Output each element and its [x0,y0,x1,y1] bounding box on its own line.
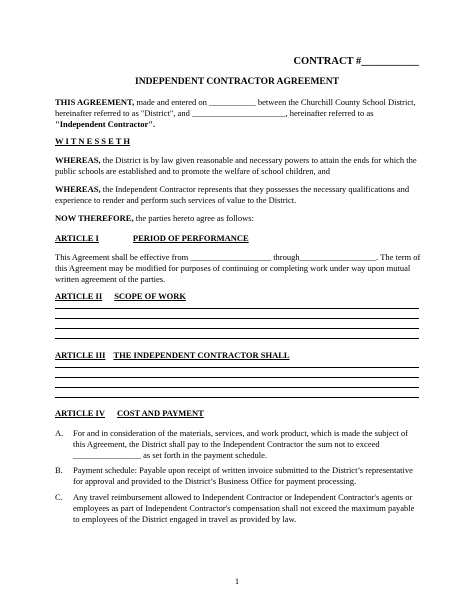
agreement-paragraph [55,97,421,130]
document-title: INDEPENDENT CONTRACTOR AGREEMENT [135,77,339,87]
contractor-duties-blank-line[interactable] [55,377,419,378]
agreement-lead: THIS AGREEMENT, [55,97,135,107]
article-4-heading [55,408,421,418]
article-3-heading [55,350,421,360]
whereas-1-text: the District is by law given reasonable and necessary powers to attain the ends for which the public schools are established and to promote the welfare of school children, and [55,155,417,176]
contract-number: CONTRACT #___________ [293,56,419,67]
contractor-duties-blank-line[interactable] [55,367,419,368]
scope-blank-line[interactable] [55,318,419,319]
item-label: C. [55,492,63,502]
payment-item-a [55,428,419,461]
now-therefore-lead: NOW THEREFORE, [55,213,134,223]
agreement-text: made and entered on ___________ between the Churchill County School District, hereinafter referred to as "District", and ______________________, hereinafter referred to as [55,97,416,118]
agreement-party: "Independent Contractor". [55,119,156,129]
witnesseth-heading: W I T N E S S E T H [55,136,131,146]
contractor-duties-blank-line[interactable] [55,397,419,398]
article-4-number: ARTICLE IV [55,408,106,418]
item-label: A. [55,428,64,438]
scope-blank-line[interactable] [55,328,419,329]
article-1-text: This Agreement shall be effective from ___________________ through__________________. The term of this Agreement may be modified for purposes of continuing or completing work under way upon mutual written agreement of the parties. [55,252,421,284]
article-1-number: ARTICLE I [55,233,99,243]
article-1-heading [55,233,421,243]
whereas-1-lead: WHEREAS, [55,155,101,165]
article-2-number: ARTICLE II [55,291,103,301]
contractor-duties-blank-line[interactable] [55,387,419,388]
item-text: Any travel reimbursement allowed to Independent Contractor or Independent Contractor's agents or employees as part of Independent Contractor's compensation shall not exceed the maximum payable to employees of the District engaged in travel as provided by law. [73,492,415,524]
payment-item-c [55,492,419,525]
page-number: 1 [234,576,240,586]
now-therefore-text: the parties hereto agree as follows: [133,213,254,223]
whereas-2-text: the Independent Contractor represents that they possesses the necessary qualifications and experience to render and perform such services of value to the District. [55,184,410,205]
article-2-name: SCOPE OF WORK [114,291,186,301]
scope-blank-line[interactable] [55,308,419,309]
article-4-name: COST AND PAYMENT [117,408,204,418]
item-text: Payment schedule: Payable upon receipt of written invoice submitted to the District’s representative for approval and provided to the District’s Business Office for payment processing. [73,465,413,486]
scope-blank-line[interactable] [55,338,419,339]
whereas-paragraph-2 [55,184,421,206]
whereas-2-lead: WHEREAS, [55,184,101,194]
item-label: B. [55,465,63,475]
whereas-paragraph-1 [55,155,421,177]
payment-item-b [55,465,419,487]
article-1-name: PERIOD OF PERFORMANCE [132,233,249,243]
article-3-name: THE INDEPENDENT CONTRACTOR SHALL [113,350,290,360]
article-2-heading [55,291,421,301]
item-text: For and in consideration of the materials, services, and work product, which is made the subject of this Agreement, the District shall pay to the Independent Contractor the sum not to exceed ________________ as set forth in the payment schedule. [73,428,408,460]
article-3-number: ARTICLE III [55,350,106,360]
now-therefore-paragraph [55,213,421,224]
